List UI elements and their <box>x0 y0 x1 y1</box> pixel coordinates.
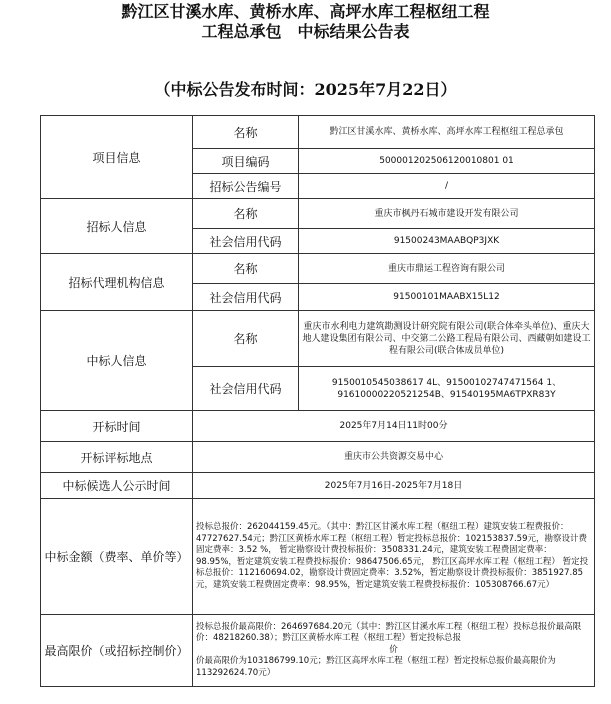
tenderer-info-label: 招标人信息 <box>41 199 193 254</box>
open-time-label: 开标时间 <box>41 411 193 442</box>
winner-credit-value: 9150010545038617 4L、91500102747471564 1、91610000220521254B、91540195MA6TPXR83Y <box>299 367 595 411</box>
publish-time: （中标公告发布时间：2025年7月22日） <box>154 80 457 99</box>
publicity-label: 中标候选人公示时间 <box>41 473 193 499</box>
tenderer-name-row <box>41 199 595 229</box>
winner-info-label: 中标人信息 <box>41 311 193 411</box>
open-place-row <box>41 442 595 473</box>
open-time-row <box>41 411 595 442</box>
maxprice-text-line3: 价最高限价为103186799.10元；黔江区高坪水库工程（枢纽工程）暂定投标总报价最高限价为113292624.70元） <box>196 656 556 678</box>
winner-name-label: 名称 <box>193 311 299 367</box>
notice-number-label: 招标公告编号 <box>193 174 299 199</box>
maxprice-value <box>193 615 595 687</box>
open-time-value: 2025年7月14日11时00分 <box>193 411 595 442</box>
maxprice-text-line2: 价 <box>389 644 398 655</box>
agency-name-row <box>41 254 595 284</box>
project-info-label: 项目信息 <box>41 116 193 199</box>
result-table <box>40 115 595 687</box>
project-code-label: 项目编码 <box>193 149 299 174</box>
open-place-value: 重庆市公共资源交易中心 <box>193 442 595 473</box>
publicity-value: 2025年7月16日-2025年7月18日 <box>193 473 595 499</box>
agency-name-value: 重庆市鼎运工程咨询有限公司 <box>299 254 595 284</box>
agency-name-label: 名称 <box>193 254 299 284</box>
notice-title-line1: 黔江区甘溪水库、黄桥水库、高坪水库工程枢纽工程 <box>121 2 490 21</box>
maxprice-label: 最高限价（或招标控制价） <box>41 615 193 687</box>
open-place-label: 开标评标地点 <box>41 442 193 473</box>
notice-title-line2: 工程总承包 中标结果公告表 <box>201 22 410 41</box>
project-name-row <box>41 116 595 149</box>
amount-value: 投标总报价：262044159.45元。（其中：黔江区甘溪水库工程（枢纽工程）建筑安装工程费报价：47727627.54元；黔江区黄桥水库工程（枢纽工程）暂定投标总报价：102153837.59元，勘察设计费固定费率：3.52 %， 暂定勘察设计费投标报价：3508331.24元，建筑安装工程费固定费率：98.95%，暂定建筑安装工程费投标报价：98647506.65元， 黔江区高坪水库工程（枢纽工程） 暂定投标总报价：112160694.02，勘察设计费固定费率：3.52%，暂定勘察设计费投标报价：3851927.85元，建筑安装工程费固定费率：98.95%，暂定建筑安装工程费投标报价：105308766.67元） <box>193 499 595 615</box>
project-name-label: 名称 <box>193 116 299 149</box>
agency-credit-label: 社会信用代码 <box>193 284 299 311</box>
project-name-value: 黔江区甘溪水库、黄桥水库、高坪水库工程枢纽工程总承包 <box>299 116 595 149</box>
agency-info-label: 招标代理机构信息 <box>41 254 193 311</box>
maxprice-text-line1: 投标总报价最高限价：264697684.20元（其中：黔江区甘溪水库工程（枢纽工程）投标总报价最高限价：48218260.38）；黔江区黄桥水库工程（枢纽工程）暂定投标总报 <box>196 621 582 644</box>
maxprice-row <box>41 615 595 687</box>
agency-credit-value: 91500101MAABX15L12 <box>299 284 595 311</box>
notice-number-value: / <box>299 174 595 199</box>
tenderer-credit-label: 社会信用代码 <box>193 229 299 254</box>
winner-name-row <box>41 311 595 367</box>
winner-credit-label: 社会信用代码 <box>193 367 299 411</box>
project-code-value: 500001202506120010801 01 <box>299 149 595 174</box>
tenderer-credit-value: 91500243MAABQP3JXK <box>299 229 595 254</box>
tenderer-name-label: 名称 <box>193 199 299 229</box>
amount-row <box>41 499 595 615</box>
amount-label: 中标金额（费率、单价等） <box>41 499 193 615</box>
tenderer-name-value: 重庆市枫丹石城市建设开发有限公司 <box>299 199 595 229</box>
winner-name-value: 重庆市水利电力建筑勘测设计研究院有限公司(联合体牵头单位)、重庆大地人建设集团有限公司、中交第二公路工程局有限公司、西藏朝如建设工程有限公司(联合体成员单位) <box>299 311 595 367</box>
publicity-row <box>41 473 595 499</box>
